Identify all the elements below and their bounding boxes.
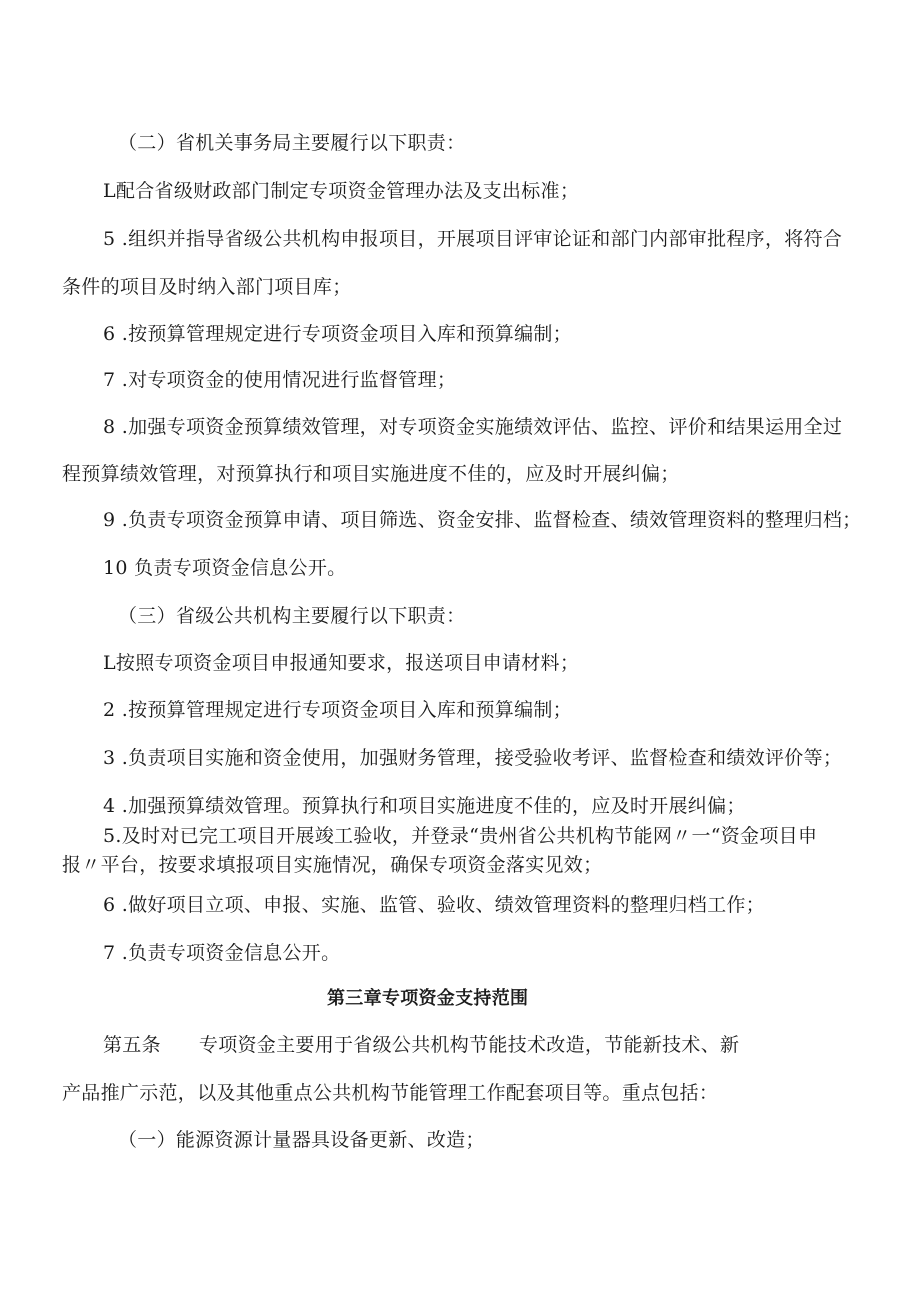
section2-item-1: L配合省级财政部门制定专项资金管理办法及支出标准； xyxy=(103,180,580,202)
section3-item-3: 3 .负责项目实施和资金使用，加强财务管理，接受验收考评、监督检查和绩效评价等； xyxy=(103,747,843,769)
section3-item-4: 4 .加强预算绩效管理。预算执行和项目实施进度不佳的，应及时开展纠偏； xyxy=(103,795,746,817)
article-number: 第五条 xyxy=(103,1034,161,1056)
section2-item-8: 8 .加强专项资金预算绩效管理，对专项资金实施绩效评估、监控、评价和结果运用全过 xyxy=(103,416,843,438)
chapter-title: 第三章专项资金支持范围 xyxy=(327,988,529,1009)
section2-item-8-cont: 程预算绩效管理，对预算执行和项目实施进度不佳的，应及时开展纠偏； xyxy=(62,463,680,485)
section2-item-10: 10 负责专项资金信息公开。 xyxy=(103,557,347,579)
section2-item-5-cont: 条件的项目及时纳入部门项目库； xyxy=(62,276,352,298)
section2-item-5: 5 .组织并指导省级公共机构申报项目，开展项目评审论证和部门内部审批程序，将符合 xyxy=(103,228,843,250)
section3-item-2: 2 .按预算管理规定进行专项资金项目入库和预算编制； xyxy=(103,699,572,721)
section2-heading: （二）省机关事务局主要履行以下职责： xyxy=(118,132,466,154)
section3-item-6: 6 .做好项目立项、申报、实施、监管、验收、绩效管理资料的整理归档工作； xyxy=(103,894,765,916)
section3-item-5: 5.及时对已完工项目开展竣工验收，并登录“贵州省公共机构节能网〃一“资金项目申 xyxy=(103,825,818,847)
section2-item-9: 9 .负责专项资金预算申请、项目筛选、资金安排、监督检查、绩效管理资料的整理归档； xyxy=(103,509,862,531)
article5-item-1: （一）能源资源计量器具设备更新、改造； xyxy=(118,1129,485,1151)
section3-item-7: 7 .负责专项资金信息公开。 xyxy=(103,942,341,964)
section2-item-7: 7 .对专项资金的使用情况进行监督管理； xyxy=(103,369,457,391)
section3-item-5-cont: 报〃平台，按要求填报项目实施情况，确保专项资金落实见效； xyxy=(62,854,603,876)
article5-line2: 产品推广示范，以及其他重点公共机构节能管理工作配套项目等。重点包括： xyxy=(62,1082,719,1104)
article5-line1 xyxy=(103,1033,739,1057)
section3-heading: （三）省级公共机构主要履行以下职责： xyxy=(118,605,466,627)
section2-item-6: 6 .按预算管理规定进行专项资金项目入库和预算编制； xyxy=(103,323,572,345)
section3-item-1: L按照专项资金项目申报通知要求，报送项目申请材料； xyxy=(103,652,580,674)
article5-text: 专项资金主要用于省级公共机构节能技术改造，节能新技术、新 xyxy=(198,1034,740,1056)
